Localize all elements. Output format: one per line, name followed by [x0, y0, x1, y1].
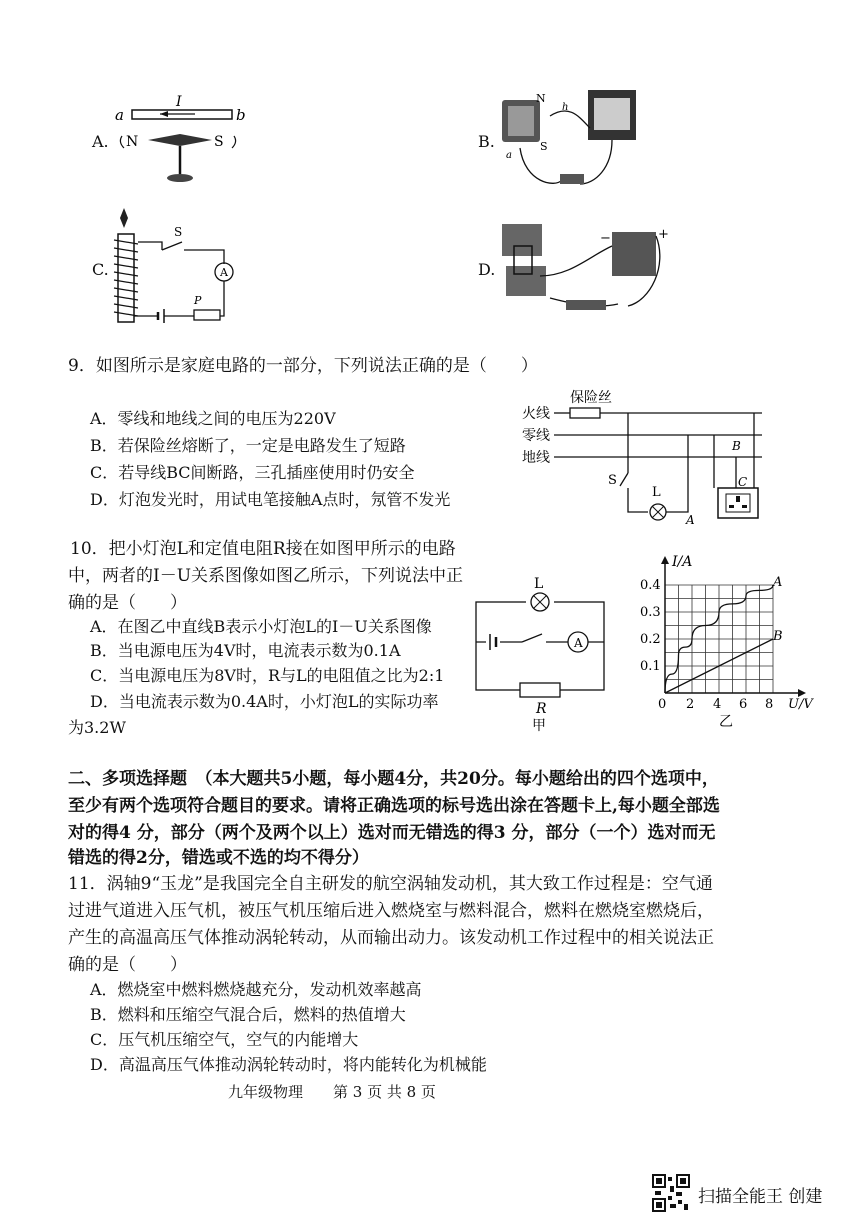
label-s: S	[214, 134, 224, 150]
section2-line-4: 错选的得2分，错选或不选的均不得分）	[68, 848, 369, 868]
section2-line-1: 二、多项选择题 （本大题共5小题，每小题4分，共20分。每小题给出的四个选项中，	[68, 769, 719, 789]
label-fuse: 保险丝	[570, 390, 612, 406]
q10-option-c: C．当电源电压为8V时，R与L的电阻值之比为2:1	[90, 666, 445, 685]
label-n: N	[126, 134, 139, 150]
label-c: C	[738, 475, 748, 489]
label-p: P	[194, 294, 202, 307]
q8-option-a-label: A.	[92, 132, 109, 151]
q10-graph-yi	[640, 548, 815, 733]
label-ammeter: A	[574, 636, 583, 650]
three-hole-socket	[718, 488, 758, 518]
q10-option-a: A．在图乙中直线B表示小灯泡L的I－U关系图像	[90, 617, 432, 636]
caption-yi: 乙	[719, 714, 733, 730]
y-tick-0.4: 0.4	[640, 578, 661, 593]
label-a: A	[686, 513, 695, 527]
y-tick-0.2: 0.2	[640, 632, 661, 647]
q11-option-b: B．燃料和压缩空气混合后，燃料的热值增大	[90, 1005, 406, 1024]
x-tick-4: 4	[713, 697, 722, 712]
q9-household-circuit	[518, 388, 768, 528]
resistor-r	[520, 683, 560, 697]
magnet-d-bottom	[506, 266, 546, 296]
q10-option-d-cont: 为3.2W	[68, 718, 126, 737]
x-tick-2: 2	[686, 697, 695, 712]
q10-stem-line-3: 确的是（ ）	[68, 593, 187, 613]
label-minus: −	[600, 231, 611, 246]
label-l: L	[534, 576, 544, 592]
label-s: S	[540, 140, 548, 153]
caption-jia: 甲	[532, 718, 546, 732]
label-s: S	[608, 473, 617, 488]
q8-option-d-label: D.	[478, 260, 496, 279]
label-r: R	[536, 701, 547, 717]
chart-grid	[665, 585, 773, 693]
q9-option-d: D．灯泡发光时，用试电笔接触A点时，氖管不发光	[90, 490, 451, 509]
q11-option-c: C．压气机压缩空气，空气的内能增大	[90, 1030, 359, 1049]
label-l: L	[652, 485, 661, 500]
solenoid	[118, 234, 134, 322]
q11-stem-line-3: 产生的高温高压气体推动涡轮转动，从而输出动力。该发动机工作过程中的相关说法正	[68, 928, 714, 948]
q10-stem-line-1: 10．把小灯泡L和定值电阻R接在如图甲所示的电路	[70, 539, 456, 559]
switch-c	[162, 242, 182, 250]
switch-b	[560, 174, 584, 184]
label-ground-wire: 地线	[522, 450, 550, 466]
fuse	[570, 408, 600, 418]
q11-option-a: A．燃烧室中燃料燃烧越充分，发动机效率越高	[90, 980, 422, 999]
switch-d	[566, 300, 606, 310]
q10-stem-line-2: 中，两者的I－U关系图像如图乙所示，下列说法中正	[68, 566, 464, 586]
q10-circuit-jia	[470, 572, 610, 732]
q10-option-d: D．当电流表示数为0.4A时，小灯泡L的实际功率	[90, 692, 439, 711]
q8-option-b-label: B.	[478, 132, 495, 151]
watermark-text: 扫描全能王 创建	[698, 1187, 823, 1207]
page-footer: 九年级物理 第 3 页 共 8 页	[228, 1083, 436, 1101]
q11-stem-line-1: 11．涡轴9“玉龙”是我国完全自主研发的航空涡轴发动机，其大致工作过程是：空气通	[68, 874, 713, 894]
x-axis-label: U/V	[788, 697, 813, 712]
label-current: I	[176, 94, 182, 110]
q11-stem-line-4: 确的是（ ）	[68, 955, 187, 975]
y-axis-label: I/A	[672, 554, 693, 570]
label-s: S	[174, 225, 183, 239]
battery-d	[612, 232, 656, 276]
label-live-wire: 火线	[522, 406, 550, 422]
rheostat-c	[194, 310, 220, 320]
q9-option-a: A．零线和地线之间的电压为220V	[90, 409, 336, 428]
compass-needle	[148, 134, 212, 146]
x-tick-0: 0	[658, 697, 667, 712]
switch-s	[620, 473, 628, 486]
q11-option-d: D．高温高压气体推动涡轮转动时，将内能转化为机械能	[90, 1055, 487, 1074]
q8-figure-a	[110, 90, 250, 190]
q8-option-c-label: C.	[92, 260, 109, 279]
magnet-d-top	[502, 224, 542, 256]
label-a: a	[506, 150, 512, 161]
label-h: h	[562, 102, 569, 113]
y-tick-0.3: 0.3	[640, 605, 661, 620]
q9-stem: 9．如图所示是家庭电路的一部分，下列说法正确的是（ ）	[68, 356, 538, 376]
series-label-a: A	[773, 575, 783, 590]
label-a: a	[115, 106, 124, 124]
compass-icon	[120, 208, 128, 228]
y-tick-0.1: 0.1	[640, 659, 661, 674]
q9-option-b: B．若保险丝熔断了，一定是电路发生了短路	[90, 436, 406, 455]
series-label-b: B	[773, 629, 783, 644]
q8-figure-c	[112, 206, 257, 331]
x-tick-6: 6	[739, 697, 748, 712]
x-tick-8: 8	[765, 697, 774, 712]
q8-figure-b	[500, 88, 650, 193]
q8-figure-d	[500, 216, 670, 326]
q10-option-b: B．当电源电压为4V时，电流表示数为0.1A	[90, 641, 401, 660]
q9-option-c: C．若导线BC间断路，三孔插座使用时仍安全	[90, 463, 415, 482]
section2-line-2: 至少有两个选项符合题目的要求。请将正确选项的标号选出涂在答题卡上,每小题全部选	[68, 796, 720, 816]
label-neutral-wire: 零线	[522, 428, 550, 444]
label-b: b	[236, 106, 246, 124]
qr-code-icon	[652, 1174, 690, 1212]
label-plus: +	[658, 227, 669, 242]
label-a: A	[220, 266, 228, 279]
label-b: B	[732, 439, 741, 453]
q11-stem-line-2: 过进气道进入压气机，被压气机压缩后进入燃烧室与燃料混合，燃料在燃烧室燃烧后，	[68, 901, 714, 921]
label-n: N	[536, 92, 546, 105]
section2-line-3: 对的得4 分，部分（两个及两个以上）选对而无错选的得3 分，部分（一个）选对而无	[68, 823, 716, 843]
